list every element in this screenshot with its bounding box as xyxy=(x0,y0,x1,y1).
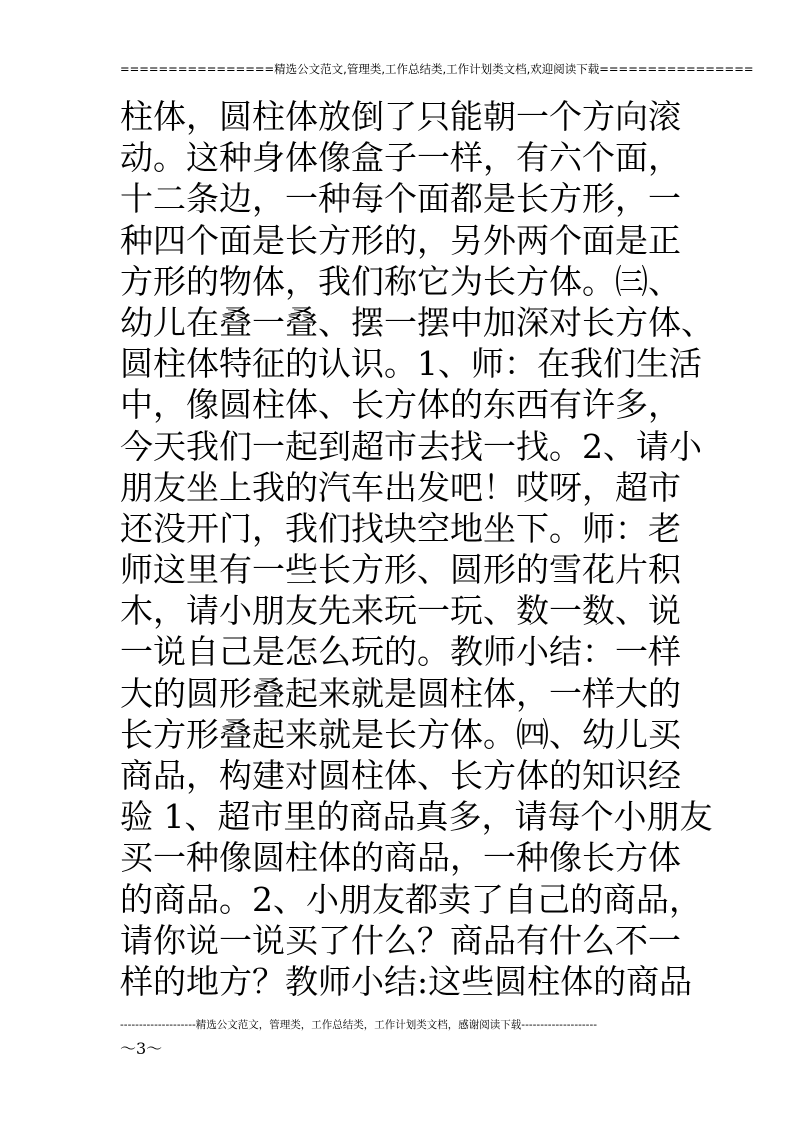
text-line: 大的圆形叠起来就是圆柱体，一样大的 xyxy=(120,673,681,713)
text-line: 圆柱体特征的认识。1、师：在我们生活 xyxy=(120,344,702,384)
text-line: 幼儿在叠一叠、摆一摆中加深对长方体、 xyxy=(120,302,714,342)
text-line: 种四个面是长方形的，另外两个面是正 xyxy=(120,220,681,260)
text-line: 长方形叠起来就是长方体。㈣、幼儿买 xyxy=(120,714,681,754)
text-line: 中，像圆柱体、长方体的东西有许多， xyxy=(120,385,681,425)
text-line: 柱体，圆柱体放倒了只能朝一个方向滚 xyxy=(120,97,681,136)
text-line: 样的地方？教师小结:这些圆柱体的商品 xyxy=(120,961,693,1001)
text-line: 十二条边，一种每个面都是长方形，一 xyxy=(120,179,681,219)
page-header: ================精选公文范文,管理类,工作总结类,工作计划类文档,欢迎阅读下载================ xyxy=(120,62,754,76)
text-line: 商品，构建对圆柱体、长方体的知识经 xyxy=(120,756,681,795)
text-line: 方形的物体，我们称它为长方体。㈢、 xyxy=(120,261,681,301)
document-body xyxy=(120,96,714,1002)
text-line: 还没开门，我们找块空地坐下。师：老 xyxy=(120,508,681,548)
text-line: 买一种像圆柱体的商品，一种像长方体 xyxy=(120,838,681,878)
text-line: 朋友坐上我的汽车出发吧！哎呀，超市 xyxy=(120,467,681,507)
page-number: ～3～ xyxy=(120,1039,163,1058)
text-line: 请你说一说买了什么？商品有什么不一 xyxy=(120,920,681,960)
text-line: 师这里有一些长方形、圆形的雪花片积 xyxy=(120,550,681,590)
page-footer: --------------------精选公文范文，管理类，工作总结类，工作计划类文档，感谢阅读下载-------------------- xyxy=(120,1019,598,1031)
text-line: 木，请小朋友先来玩一玩、数一数、说 xyxy=(120,591,681,631)
text-line: 的商品。2、小朋友都卖了自己的商品， xyxy=(120,879,702,919)
text-line: 一说自己是怎么玩的。教师小结：一样 xyxy=(120,632,681,672)
text-line: 动。这种身体像盒子一样，有六个面， xyxy=(120,138,681,178)
text-line: 验 1、超市里的商品真多，请每个小朋友 xyxy=(120,797,713,837)
text-line: 今天我们一起到超市去找一找。2、请小 xyxy=(120,426,702,466)
